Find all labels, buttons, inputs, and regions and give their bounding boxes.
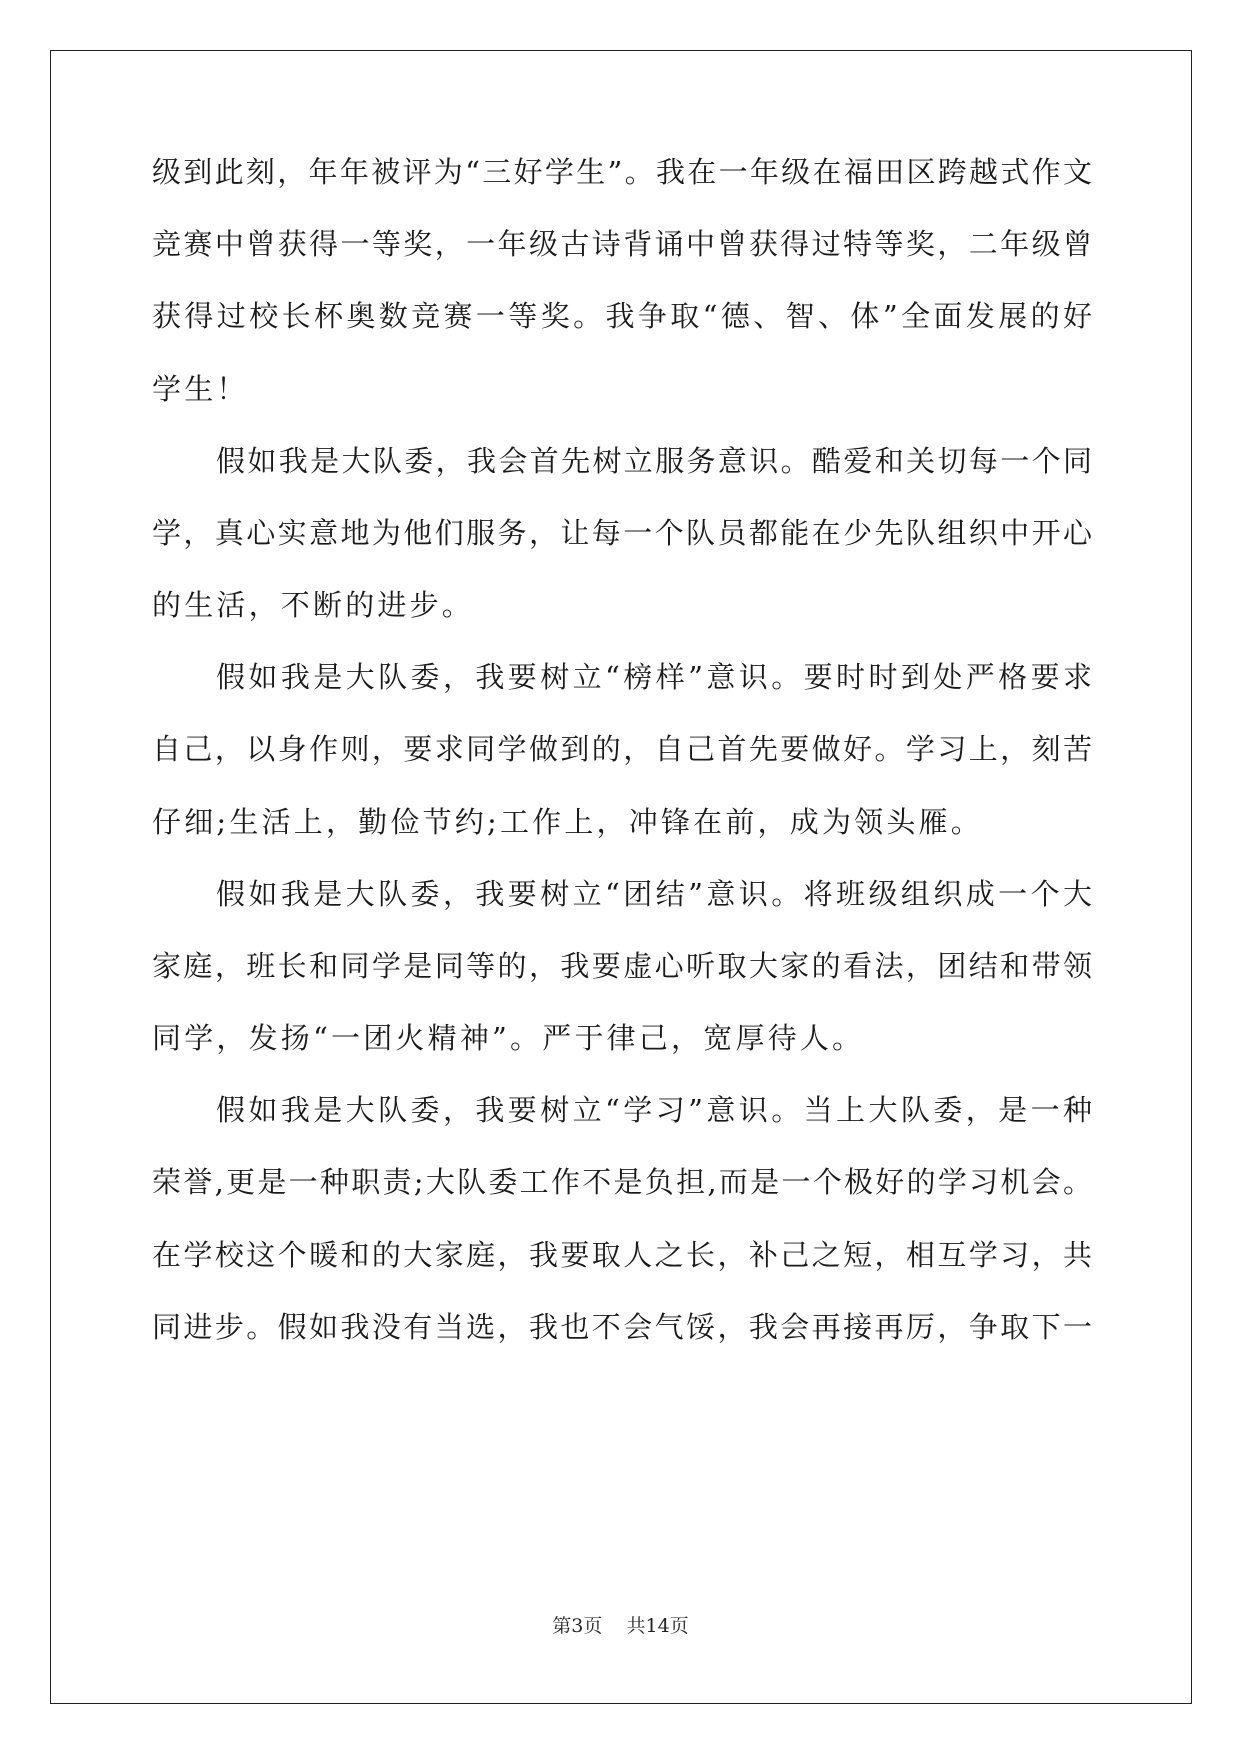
text-line: 荣誉,更是一种职责;大队委工作不是负担,而是一个极好的学习机会。 <box>152 1165 1092 1199</box>
text-line: 家庭，班长和同学是同等的，我要虚心听取大家的看法，团结和带领 <box>152 949 1092 983</box>
text-line: 学，真心实意地为他们服务，让每一个队员都能在少先队组织中开心 <box>152 516 1092 550</box>
text-line: 在学校这个暖和的大家庭，我要取人之长，补己之短，相互学习，共 <box>152 1238 1092 1272</box>
text-line: 假如我是大队委，我要树立“榜样”意识。要时时到处严格要求 <box>216 660 1092 694</box>
text-line: 自己，以身作则，要求同学做到的，自己首先要做好。学习上，刻苦 <box>152 732 1092 766</box>
text-line: 仔细;生活上，勤俭节约;工作上，冲锋在前，成为领头雁。 <box>152 805 983 839</box>
text-line: 同学，发扬“一团火精神”。严于律己，宽厚待人。 <box>152 1021 865 1055</box>
text-line: 学生！ <box>152 372 249 406</box>
page-total: 共14页 <box>626 1615 689 1637</box>
text-line: 同进步。假如我没有当选，我也不会气馁，我会再接再厉，争取下一 <box>152 1310 1092 1344</box>
text-line: 假如我是大队委，我要树立“团结”意识。将班级组织成一个大 <box>216 877 1092 911</box>
page-footer <box>0 1614 1241 1638</box>
text-line: 级到此刻，年年被评为“三好学生”。我在一年级在福田区跨越式作文 <box>152 155 1092 189</box>
page-number: 第3页 <box>552 1615 603 1637</box>
text-line: 获得过校长杯奥数竞赛一等奖。我争取“德、智、体”全面发展的好 <box>152 299 1092 333</box>
text-line: 假如我是大队委，我要树立“学习”意识。当上大队委，是一种 <box>216 1093 1092 1127</box>
text-line: 假如我是大队委，我会首先树立服务意识。酷爱和关切每一个同 <box>216 444 1092 478</box>
text-line: 竞赛中曾获得一等奖，一年级古诗背诵中曾获得过特等奖，二年级曾 <box>152 227 1092 261</box>
text-line: 的生活，不断的进步。 <box>152 588 475 622</box>
